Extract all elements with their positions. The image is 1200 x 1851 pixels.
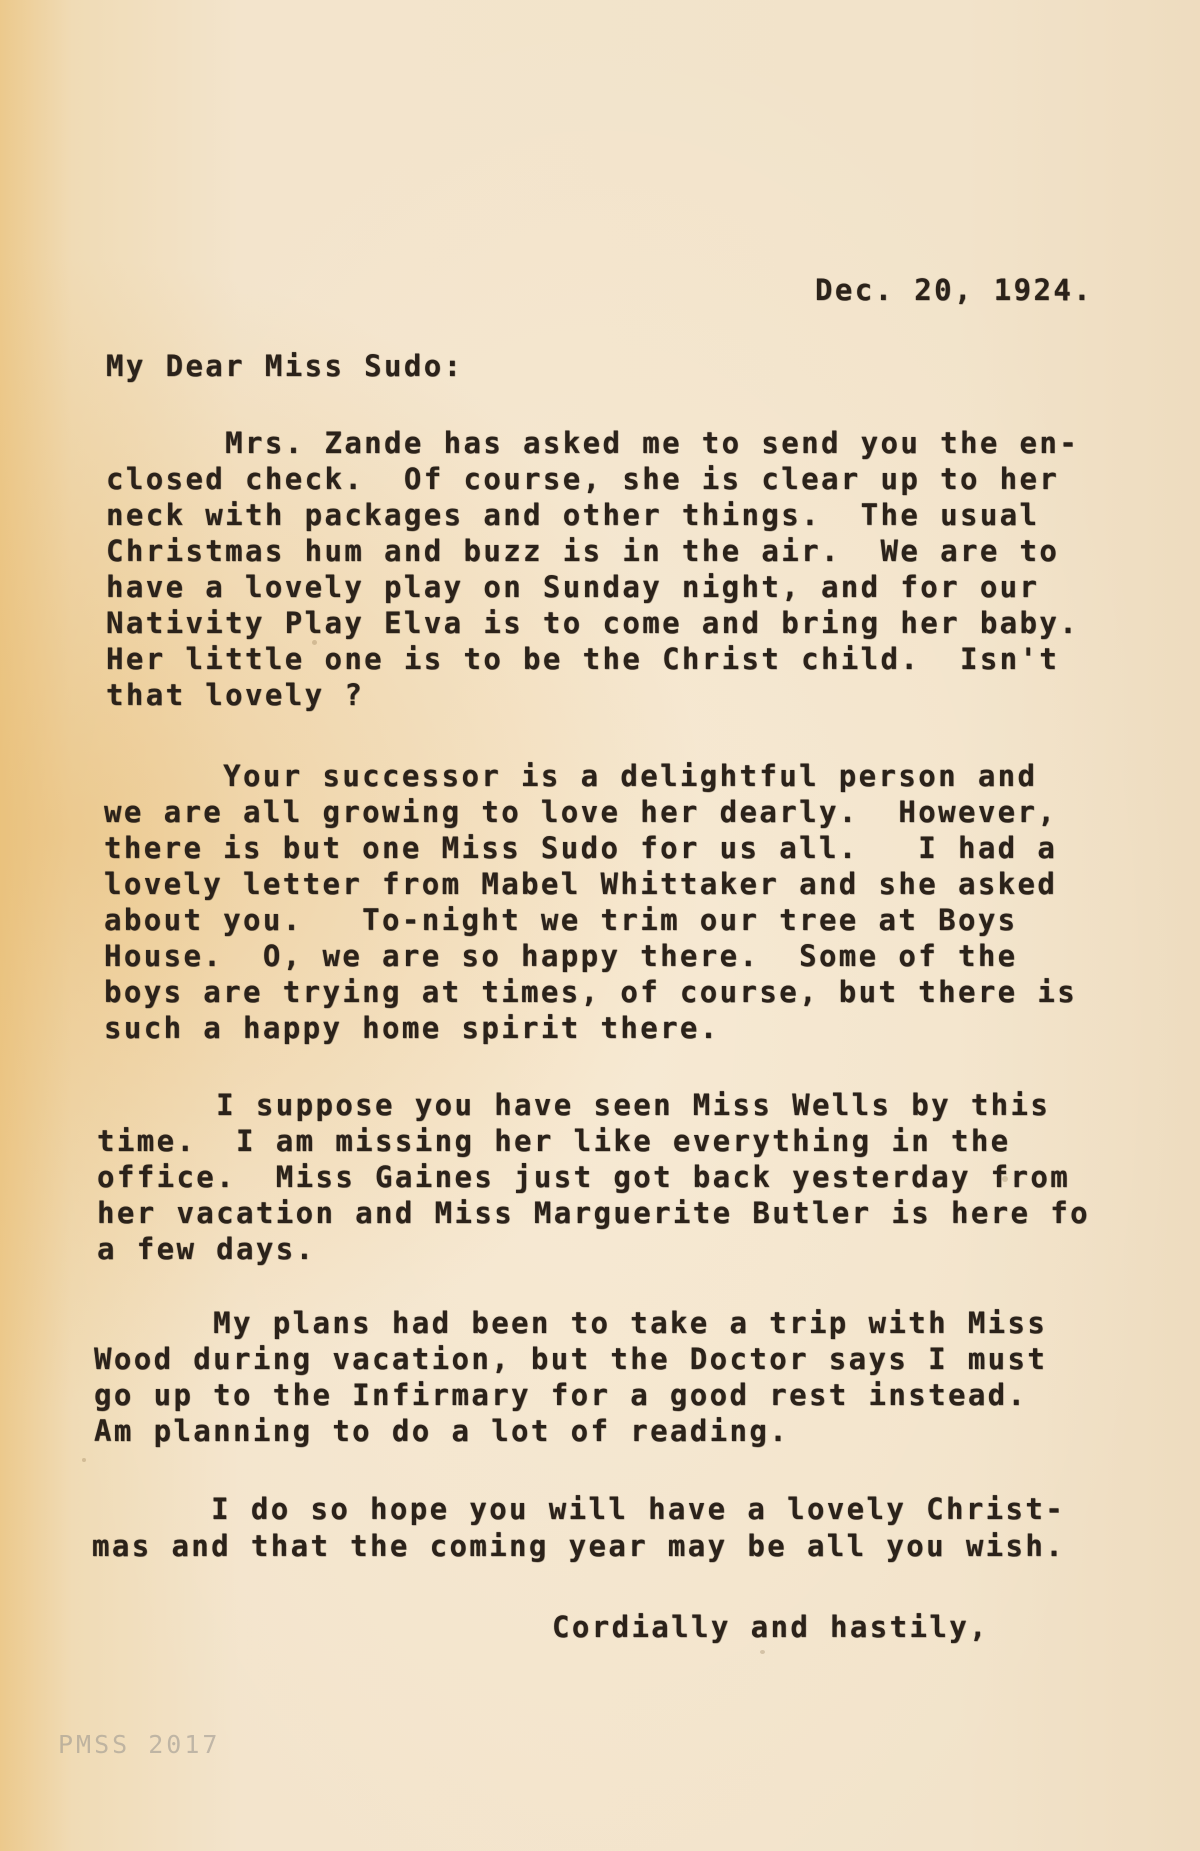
letter-paragraph-1 (106, 425, 1186, 725)
paper-speck (82, 1458, 86, 1462)
paragraph-line: her vacation and Miss Marguerite Butler is here fo (97, 1196, 1090, 1230)
paragraph-line: Your successor is a delightful person and (104, 759, 1038, 793)
archive-watermark: PMSS 2017 (58, 1730, 221, 1759)
paragraph-line: closed check. Of course, she is clear up to her (106, 462, 1060, 496)
paragraph-line: about you. To-night we trim our tree at Boys (104, 903, 1018, 937)
paragraph-line: My plans had been to take a trip with Miss (94, 1306, 1048, 1340)
letter-salutation: My Dear Miss Sudo: (106, 349, 464, 383)
letter-paragraph-2 (104, 758, 1184, 1058)
paragraph-line: time. I am missing her like everything in the (97, 1124, 1011, 1158)
paragraph-line: Christmas hum and buzz is in the air. We are to (106, 534, 1060, 568)
letter-closing: Cordially and hastily, (552, 1610, 989, 1644)
letter-paragraph-4 (94, 1305, 1174, 1455)
letter-paragraph-3 (97, 1087, 1197, 1277)
paragraph-line: a few days. (97, 1232, 316, 1266)
paragraph-line: Wood during vacation, but the Doctor says I must (94, 1342, 1048, 1376)
paragraph-line: House. O, we are so happy there. Some of the (104, 939, 1018, 973)
paragraph-line: office. Miss Gaines just got back yesterday from (97, 1160, 1071, 1194)
paragraph-line: go up to the Infirmary for a good rest instead. (94, 1378, 1028, 1412)
paragraph-line: Nativity Play Elva is to come and bring her baby. (106, 606, 1080, 640)
paragraph-line: have a lovely play on Sunday night, and for our (106, 570, 1040, 604)
paragraph-line: I suppose you have seen Miss Wells by this (97, 1088, 1051, 1122)
paragraph-line: lovely letter from Mabel Whittaker and she asked (104, 867, 1058, 901)
paragraph-line: we are all growing to love her dearly. However, (104, 795, 1058, 829)
letter-date: Dec. 20, 1924. (815, 273, 1094, 307)
paragraph-line: mas and that the coming year may be all you wish. (92, 1529, 1066, 1563)
paragraph-line: there is but one Miss Sudo for us all. I had a (104, 831, 1058, 865)
paragraph-line: neck with packages and other things. The usual (106, 498, 1040, 532)
paper-speck (760, 1650, 765, 1654)
paragraph-line: I do so hope you will have a lovely Christ- (92, 1492, 1066, 1526)
paragraph-line: Her little one is to be the Christ child. Isn't (106, 642, 1060, 676)
paragraph-line: that lovely ? (106, 678, 365, 712)
paragraph-line: Mrs. Zande has asked me to send you the en- (106, 426, 1080, 460)
paragraph-line: boys are trying at times, of course, but there is (104, 975, 1078, 1009)
paragraph-line: Am planning to do a lot of reading. (94, 1414, 790, 1448)
letter-paragraph-5 (92, 1491, 1182, 1571)
paragraph-line: such a happy home spirit there. (104, 1011, 720, 1045)
